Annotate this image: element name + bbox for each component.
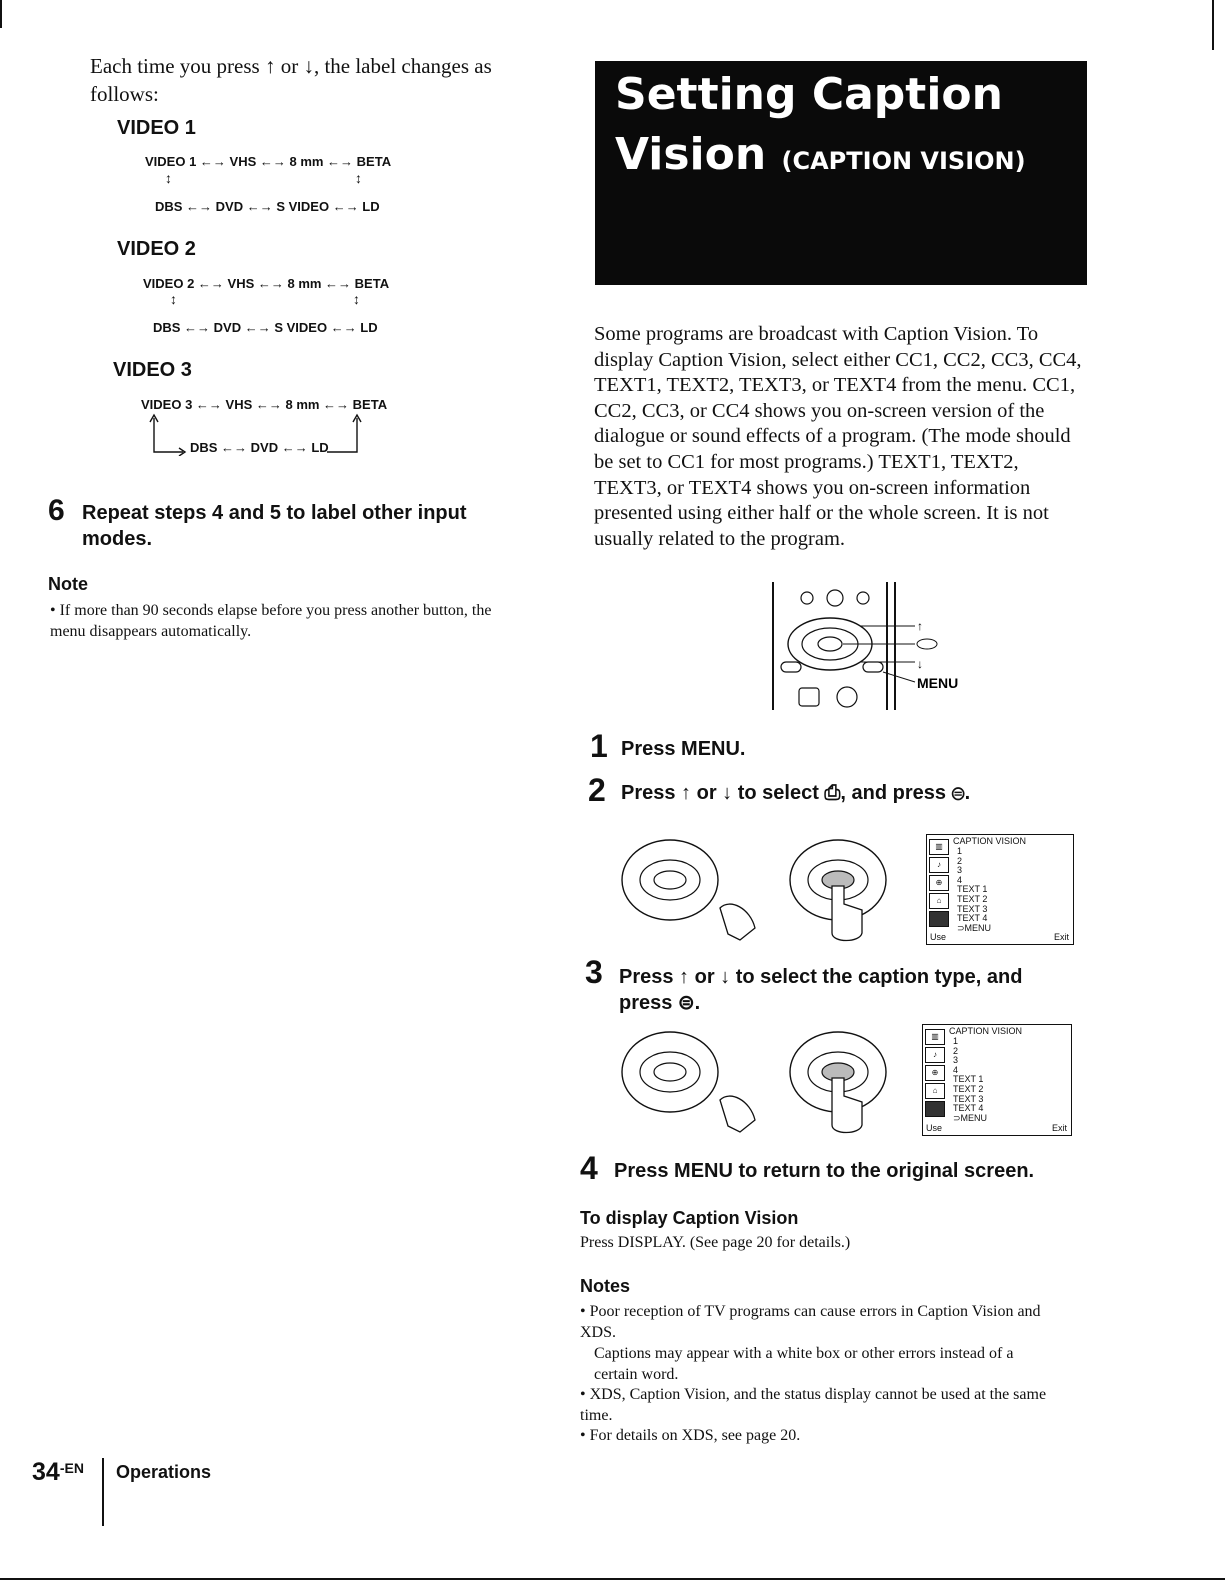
note-heading: Note (48, 574, 88, 594)
osd-item: TEXT 1 (957, 884, 988, 895)
video1-heading: VIDEO 1 (117, 117, 196, 139)
osd-item: 1 (957, 846, 963, 856)
osd-item: 4 (953, 1064, 959, 1075)
sound-icon: ♪ (925, 1047, 945, 1063)
page-bottom-rule (0, 1578, 1225, 1580)
osd-item: 3 (957, 865, 963, 876)
step4 (580, 1150, 598, 1187)
osd-icon-column (925, 1029, 947, 1119)
setup-icon: ⌂ (925, 1083, 945, 1099)
banner-title-line2 (615, 129, 1026, 180)
video1-top-chain: VIDEO 1 ←→ VHS ←→ 8 mm ←→ BETA (145, 154, 392, 169)
note-bullet: • If more than 90 seconds elapse before you press another button, the menu disappears automatically. (50, 602, 492, 640)
osd-exit: Exit (1051, 1123, 1067, 1133)
page-edge-rule (0, 0, 2, 28)
banner-title-line1: Setting Caption (615, 69, 1003, 120)
osd-item-list (953, 1037, 987, 1123)
osd-item: TEXT 4 (957, 913, 988, 924)
timer-icon: ⊕ (925, 1065, 945, 1081)
step4-number: 4 (580, 1150, 598, 1186)
step4-text: Press MENU to return to the original screen. (614, 1160, 1035, 1182)
picture-icon: ▥ (925, 1029, 945, 1045)
osd-item: ⊃MENU (953, 1112, 988, 1123)
step3 (585, 954, 603, 991)
page-number-value: 34 (32, 1458, 60, 1486)
vertical-arrow: ↕ (353, 291, 360, 307)
osd-title: CAPTION VISION (949, 1026, 1023, 1036)
step1-number: 1 (590, 728, 608, 764)
picture-icon: ▥ (929, 839, 949, 855)
osd-item: 1 (953, 1036, 959, 1046)
footer-divider (102, 1458, 104, 1526)
osd-item: TEXT 1 (953, 1074, 984, 1085)
step1-text: Press MENU. (621, 738, 746, 760)
step2-text: Press ↑ or ↓ to select ⎙, and press ⊜. (621, 782, 971, 804)
osd-item-list (957, 847, 991, 933)
caption-icon (925, 1101, 945, 1117)
osd-item: 2 (957, 855, 963, 866)
setup-icon: ⌂ (929, 893, 949, 909)
caption-vision-osd (926, 834, 1074, 945)
video3-bottom-chain: DBS ←→ DVD ←→ LD (190, 440, 329, 455)
caption-icon (929, 911, 949, 927)
osd-item: TEXT 4 (953, 1103, 984, 1114)
osd-icon-column (929, 839, 951, 929)
osd-item: ⊃MENU (957, 922, 992, 933)
video2-bottom-chain: DBS ←→ DVD ←→ S VIDEO ←→ LD (153, 320, 378, 335)
notes-item: Captions may appear with a white box or other errors instead of a certain word. (594, 1345, 1014, 1383)
step3-text: Press ↑ or ↓ to select the caption type, and press ⊜. (619, 966, 1023, 1014)
banner-tag: (CAPTION VISION) (781, 147, 1026, 175)
step2-number: 2 (588, 772, 606, 808)
banner-title-line2-text: Vision (615, 129, 767, 180)
video1-bottom-chain: DBS ←→ DVD ←→ S VIDEO ←→ LD (155, 199, 380, 214)
svg-text:↓: ↓ (917, 657, 923, 671)
video3-top-chain: VIDEO 3 ←→ VHS ←→ 8 mm ←→ BETA (141, 397, 388, 412)
osd-item: TEXT 3 (953, 1093, 984, 1104)
step6 (48, 494, 528, 550)
step1 (590, 728, 608, 765)
step3-remote-pads (620, 1030, 920, 1140)
sound-icon: ♪ (929, 857, 949, 873)
vertical-arrow: ↕ (355, 170, 362, 186)
osd-item: TEXT 2 (957, 893, 988, 904)
osd-item: TEXT 2 (953, 1083, 984, 1094)
vertical-arrow: ↕ (170, 291, 177, 307)
section-name: Operations (116, 1462, 212, 1482)
osd-item: 3 (953, 1055, 959, 1066)
caption-vision-osd (922, 1024, 1072, 1136)
page-number-suffix: -EN (59, 1460, 84, 1476)
timer-icon: ⊕ (929, 875, 949, 891)
video3-heading: VIDEO 3 (113, 359, 192, 381)
page-number (32, 1458, 84, 1487)
osd-title: CAPTION VISION (953, 836, 1027, 846)
notes-item: • XDS, Caption Vision, and the status display cannot be used at the same time. (580, 1386, 1047, 1424)
notes-item: • Poor reception of TV programs can cause errors in Caption Vision and XDS. (580, 1303, 1041, 1341)
step3-number: 3 (585, 954, 603, 990)
video2-top-chain: VIDEO 2 ←→ VHS ←→ 8 mm ←→ BETA (143, 276, 390, 291)
step6-number: 6 (48, 494, 65, 527)
remote-menu-label: MENU (917, 675, 959, 691)
osd-exit: Exit (1053, 932, 1069, 942)
osd-item: TEXT 3 (957, 903, 988, 914)
step6-text: Repeat steps 4 and 5 to label other input modes. (82, 502, 467, 550)
osd-item: 2 (953, 1045, 959, 1056)
svg-text:↑: ↑ (917, 619, 923, 633)
description-paragraph: Some programs are broadcast with Caption Vision. To display Caption Vision, select either CC1, CC2, CC3, CC4, TEXT1, TEXT2, TEXT3, or TEXT4 from the menu. CC1, CC2, CC3, or CC4 shows you on-screen version of the dialogue or sound effects of a program. (The mode should be set to CC1 for most programs.) TEXT1, TEXT2, TEXT3, or TEXT4 shows you on-screen information presented using either half or the whole screen. It is not usually related to the program. (594, 323, 1082, 550)
osd-item: 4 (957, 874, 963, 885)
remote-control-illustration (765, 582, 975, 716)
video2-heading: VIDEO 2 (117, 238, 196, 260)
vertical-arrow: ↕ (165, 170, 172, 186)
title-banner (595, 61, 1087, 285)
step2-remote-pads (620, 838, 920, 948)
display-body: Press DISPLAY. (See page 20 for details.) (580, 1234, 851, 1251)
page-edge-rule (1212, 0, 1214, 50)
intro-text: Each time you press ↑ or ↓, the label changes as follows: (90, 54, 492, 106)
notes-heading: Notes (580, 1276, 631, 1296)
display-heading: To display Caption Vision (580, 1208, 799, 1228)
osd-footer: Use (926, 1123, 943, 1133)
step2 (588, 772, 606, 809)
osd-footer: Use (930, 932, 947, 942)
notes-item: • For details on XDS, see page 20. (580, 1427, 801, 1444)
